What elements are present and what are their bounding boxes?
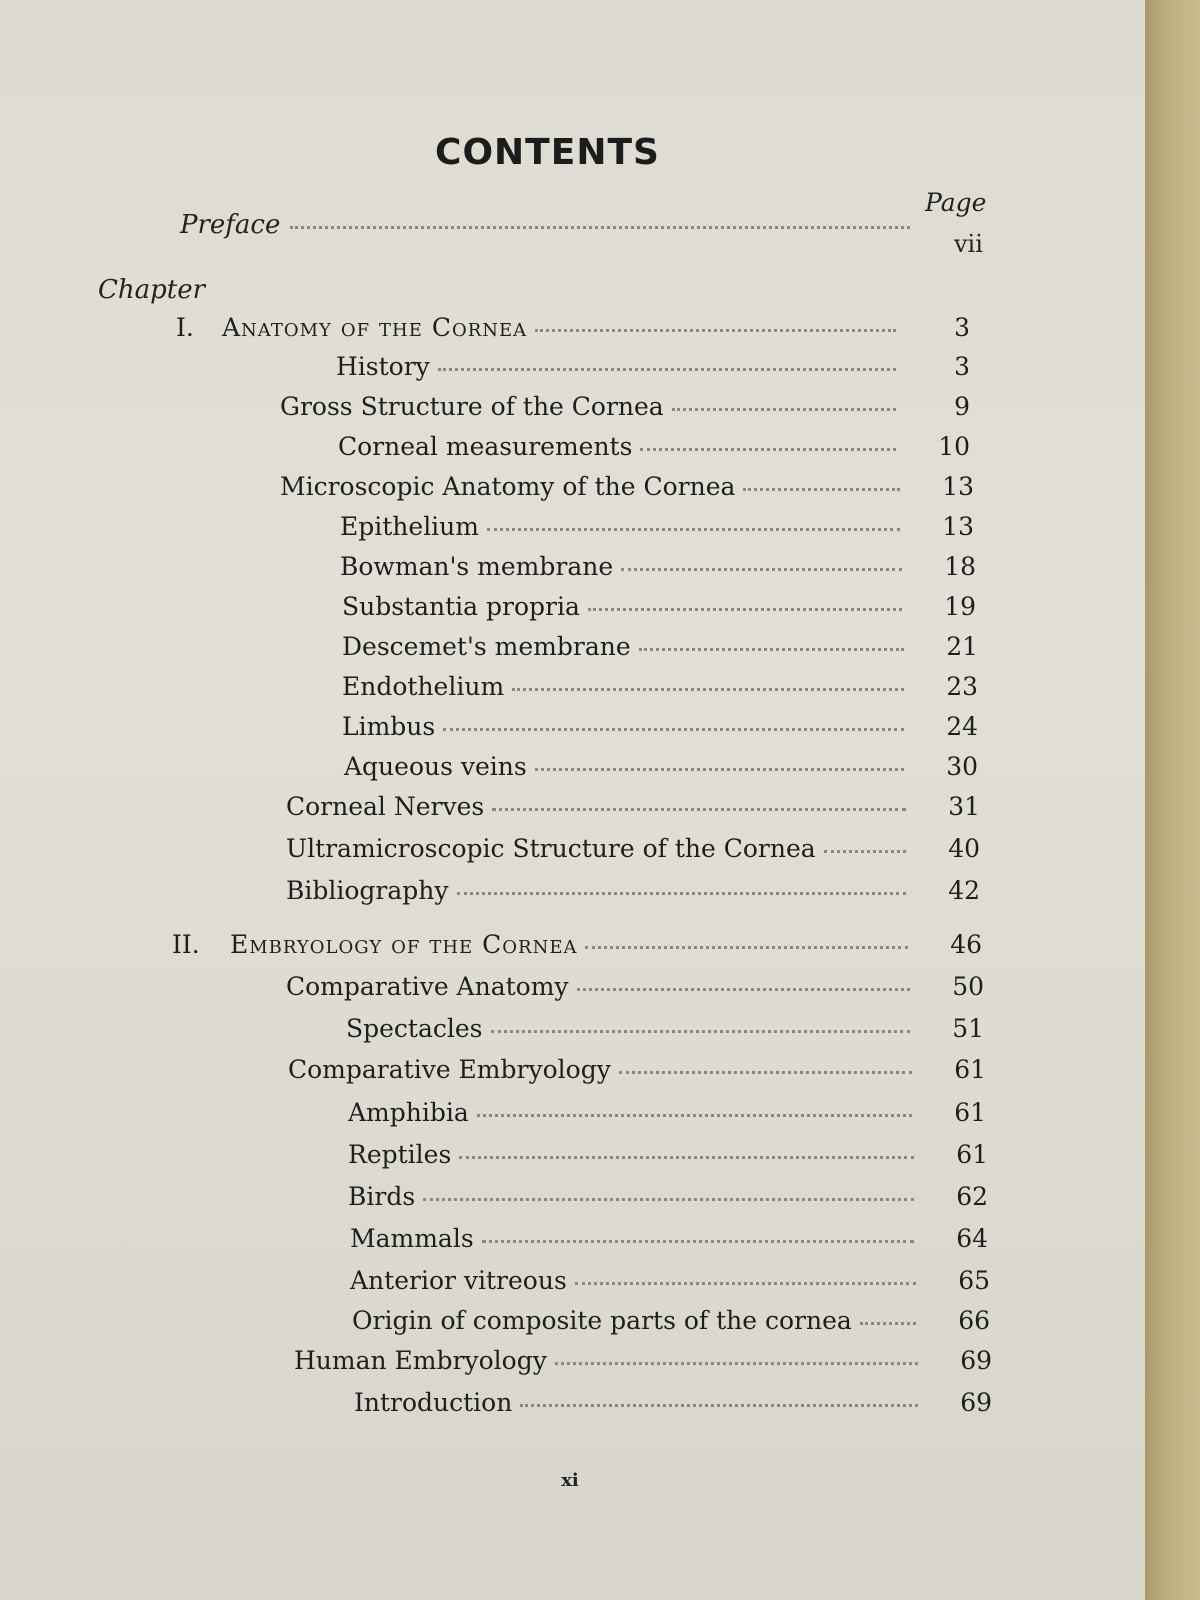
toc-entry-page: 61 — [956, 1140, 988, 1169]
toc-entry-page: 69 — [960, 1346, 992, 1375]
toc-entry-page: 13 — [942, 512, 974, 541]
toc-entry-page: 61 — [954, 1098, 986, 1127]
leader-dots — [588, 607, 902, 611]
toc-entry — [348, 1182, 988, 1216]
page-edge — [1145, 0, 1200, 1600]
toc-entry-page: 64 — [956, 1224, 988, 1253]
toc-entry — [280, 392, 970, 426]
leader-dots — [619, 1070, 912, 1074]
toc-entry-label: Embryology of the Cornea — [230, 930, 578, 959]
toc-entry — [348, 1140, 988, 1174]
leader-dots — [477, 1113, 912, 1117]
leader-dots — [457, 891, 907, 895]
toc-entry-label: Bibliography — [286, 876, 449, 905]
toc-entry-page: 24 — [946, 712, 978, 741]
toc-entry-page: 30 — [946, 752, 978, 781]
toc-entry-page: 69 — [960, 1388, 992, 1417]
toc-entry-label: Introduction — [354, 1388, 513, 1417]
toc-entry-page: 50 — [952, 972, 984, 1001]
toc-entry-page: 3 — [954, 352, 970, 381]
leader-dots — [535, 328, 896, 332]
toc-entry — [342, 632, 978, 666]
chapter-numeral: II. — [172, 930, 200, 959]
toc-entry — [286, 792, 980, 826]
toc-entry-page: 51 — [952, 1014, 984, 1043]
toc-entry-page: 42 — [948, 876, 980, 905]
toc-entry — [340, 552, 976, 586]
toc-entry-label: Bowman's membrane — [340, 552, 614, 581]
toc-entry — [340, 512, 974, 546]
toc-entry — [350, 1224, 988, 1258]
toc-entry-page: 62 — [956, 1182, 988, 1211]
toc-entry-preface — [180, 210, 910, 240]
toc-entry-label: Ultramicroscopic Structure of the Cornea — [286, 834, 816, 863]
toc-entry — [286, 876, 980, 910]
toc-entry-page: 19 — [944, 592, 976, 621]
toc-entry — [288, 1055, 986, 1089]
toc-entry-label: Descemet's membrane — [342, 632, 631, 661]
leader-dots — [423, 1197, 914, 1201]
toc-entry-label: Endothelium — [342, 672, 505, 701]
toc-entry-page: 10 — [938, 432, 970, 461]
leader-dots — [640, 447, 896, 451]
leader-dots — [824, 849, 906, 853]
leader-dots — [512, 687, 904, 691]
toc-entry-label: Limbus — [342, 712, 436, 741]
chapter-column-header: Chapter — [98, 275, 206, 305]
toc-entry-page: 61 — [954, 1055, 986, 1084]
toc-entry-label: Origin of composite parts of the cornea — [352, 1306, 852, 1335]
toc-entry-page: 31 — [948, 792, 980, 821]
toc-entry — [346, 1014, 984, 1048]
leader-dots — [459, 1155, 914, 1159]
leader-dots — [438, 367, 896, 371]
toc-entry-label: Aqueous veins — [344, 752, 527, 781]
toc-entry — [280, 472, 974, 506]
page-column-header: Page — [925, 188, 987, 217]
page-title: CONTENTS — [435, 132, 660, 173]
leader-dots — [443, 727, 904, 731]
leader-dots — [621, 567, 902, 571]
toc-chapter-1 — [222, 313, 970, 347]
toc-entry — [344, 752, 978, 786]
leader-dots — [555, 1361, 918, 1365]
toc-entry — [342, 592, 976, 626]
toc-entry-page: 13 — [942, 472, 974, 501]
leader-dots — [492, 807, 906, 811]
toc-entry-page: 21 — [946, 632, 978, 661]
toc-entry-label: Preface — [180, 210, 281, 240]
leader-dots — [535, 767, 904, 771]
toc-entry-label: Amphibia — [348, 1098, 469, 1127]
chapter-numeral: I. — [176, 313, 194, 342]
toc-entry-label: Epithelium — [340, 512, 479, 541]
toc-entry-page: vii — [954, 230, 983, 258]
leader-dots — [482, 1239, 914, 1243]
toc-chapter-2 — [230, 930, 982, 964]
toc-entry-label: Birds — [348, 1182, 416, 1211]
toc-entry-label: Corneal measurements — [338, 432, 633, 461]
toc-entry-label: Anatomy of the Cornea — [222, 313, 528, 342]
toc-entry — [350, 1266, 990, 1300]
page-number-footer: xi — [561, 1470, 579, 1491]
toc-entry-label: Mammals — [350, 1224, 474, 1253]
toc-entry-label: Spectacles — [346, 1014, 483, 1043]
leader-dots — [743, 487, 900, 491]
leader-dots — [672, 407, 896, 411]
toc-entry-label: Corneal Nerves — [286, 792, 485, 821]
toc-entry-page: 65 — [958, 1266, 990, 1295]
toc-entry-page: 3 — [954, 313, 970, 342]
toc-entry-label: Human Embryology — [294, 1346, 547, 1375]
toc-entry-label: Reptiles — [348, 1140, 452, 1169]
toc-entry-label: History — [336, 352, 430, 381]
toc-entry — [342, 712, 978, 746]
toc-entry-page: 23 — [946, 672, 978, 701]
toc-entry-label: Comparative Embryology — [288, 1055, 611, 1084]
toc-entry — [336, 352, 970, 386]
toc-entry-page: 40 — [948, 834, 980, 863]
toc-entry-label: Substantia propria — [342, 592, 580, 621]
leader-dots — [487, 527, 900, 531]
leader-dots — [639, 647, 904, 651]
toc-entry-label: Comparative Anatomy — [286, 972, 569, 1001]
toc-entry-label: Microscopic Anatomy of the Cornea — [280, 472, 736, 501]
toc-entry — [286, 972, 984, 1006]
toc-entry-page: 66 — [958, 1306, 990, 1335]
leader-dots — [577, 987, 910, 991]
toc-entry — [352, 1306, 990, 1340]
leader-dots — [520, 1403, 918, 1407]
toc-entry — [294, 1346, 992, 1380]
leader-dots — [491, 1029, 911, 1033]
toc-entry-label: Anterior vitreous — [350, 1266, 567, 1295]
toc-entry-page: 9 — [954, 392, 970, 421]
toc-entry-page: 18 — [944, 552, 976, 581]
toc-entry — [286, 834, 980, 868]
toc-entry — [348, 1098, 986, 1132]
leader-dots — [575, 1281, 916, 1285]
toc-entry-label: Gross Structure of the Cornea — [280, 392, 664, 421]
leader-dots — [585, 945, 908, 949]
toc-entry — [354, 1388, 992, 1422]
toc-entry — [338, 432, 970, 466]
leader-dots — [290, 225, 910, 229]
toc-entry-page: 46 — [950, 930, 982, 959]
toc-entry — [342, 672, 978, 706]
leader-dots — [860, 1321, 916, 1325]
